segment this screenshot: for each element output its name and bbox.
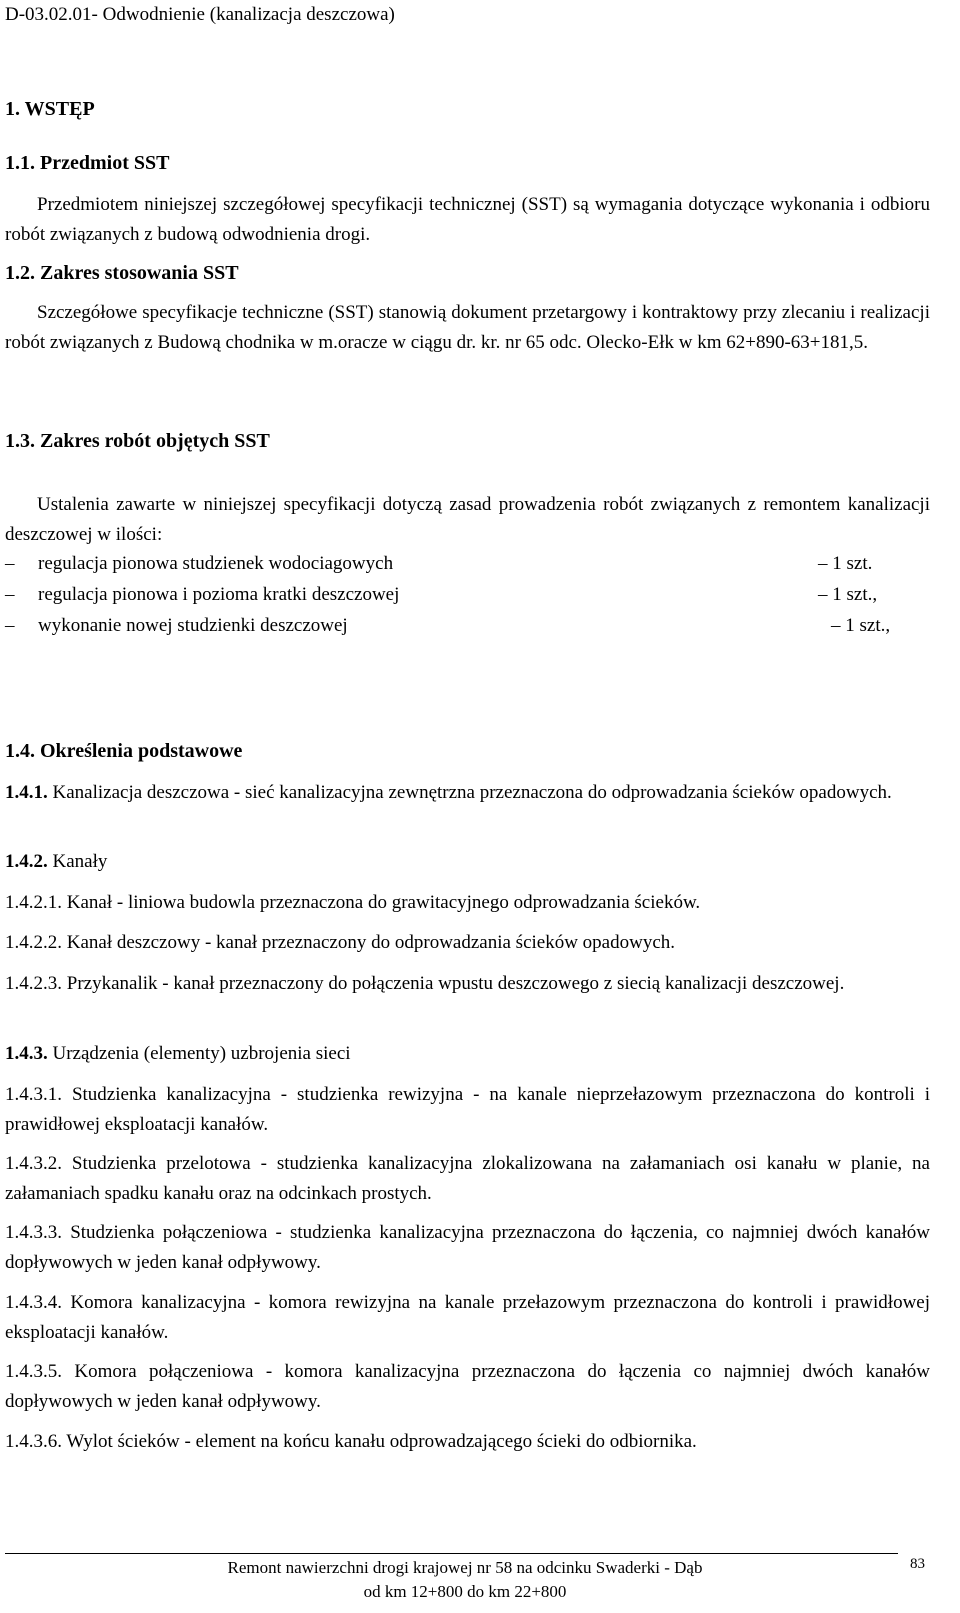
list-item [5, 611, 930, 641]
list-item-label: regulacja pionowa i pozioma kratki deszczowej [38, 584, 400, 605]
definition-1-4-3-1: 1.4.3.1. Studzienka kanalizacyjna - studzienka rewizyjna - na kanale nieprzełazowym przeznaczona do kontroli i prawidłowej eksploatacji kanałów. [5, 1084, 930, 1135]
footer-line-1: Remont nawierzchni drogi krajowej nr 58 na odcinku Swaderki - Dąb [227, 1558, 703, 1577]
definition-1-4-1 [5, 778, 930, 808]
definition-1-4-3 [5, 1039, 930, 1069]
section-title-1-4: 1.4. Określenia podstawowe [5, 740, 243, 762]
footer-line-2: od km 12+800 do km 22+800 [363, 1582, 567, 1601]
section-text-1-3: Ustalenia zawarte w niniejszej specyfikacji dotyczą zasad prowadzenia robót związanych z remontem kanalizacji deszczowej w ilości: [5, 494, 930, 545]
list-item [5, 549, 930, 579]
list-dash: – [5, 615, 15, 636]
definition-1-4-3-5: 1.4.3.5. Komora połączeniowa - komora kanalizacyjna przeznaczona do łączenia co najmniej dwóch kanałów dopływowych w jeden kanał odpływowy. [5, 1361, 930, 1412]
page-footer [0, 1556, 930, 1604]
list-item-quantity: – 1 szt., [818, 584, 878, 605]
section-title-1-3: 1.3. Zakres robót objętych SST [5, 430, 270, 452]
page-number: 83 [910, 1556, 925, 1572]
list-item-label: regulacja pionowa studzienek wodociagowych [38, 553, 394, 574]
list-dash: – [5, 584, 15, 605]
list-item [5, 580, 930, 610]
definition-number: 1.4.1. [5, 782, 48, 803]
page-header-title: D-03.02.01- Odwodnienie (kanalizacja deszczowa) [5, 4, 395, 25]
definition-1-4-3-4: 1.4.3.4. Komora kanalizacyjna - komora rewizyjna na kanale przełazowym przeznaczona do kontroli i prawidłowej eksploatacji kanałów. [5, 1292, 930, 1343]
definition-number: 1.4.2. [5, 851, 48, 872]
definition-text: Urządzenia (elementy) uzbrojenia sieci [52, 1043, 351, 1064]
definition-1-4-3-2: 1.4.3.2. Studzienka przelotowa - studzienka kanalizacyjna zlokalizowana na załamaniach osi kanału w planie, na załamaniach spadku kanału oraz na odcinkach prostych. [5, 1153, 930, 1204]
list-item-quantity: – 1 szt., [831, 615, 891, 636]
definition-1-4-2-2: 1.4.2.2. Kanał deszczowy - kanał przeznaczony do odprowadzania ścieków opadowych. [5, 932, 676, 953]
definition-text: Kanalizacja deszczowa - sieć kanalizacyjna zewnętrzna przeznaczona do odprowadzania ścieków opadowych. [52, 782, 892, 803]
definition-1-4-3-6: 1.4.3.6. Wylot ścieków - element na końcu kanału odprowadzającego ścieki do odbiornika. [5, 1431, 697, 1452]
definition-text: Kanały [52, 851, 108, 872]
list-dash: – [5, 553, 15, 574]
definition-1-4-2-3: 1.4.2.3. Przykanalik - kanał przeznaczony do połączenia wpustu deszczowego z siecią kanalizacji deszczowej. [5, 973, 845, 994]
definition-number: 1.4.3. [5, 1043, 48, 1064]
footer-divider [5, 1553, 898, 1554]
list-item-label: wykonanie nowej studzienki deszczowej [38, 615, 348, 636]
section-text-1-2: Szczegółowe specyfikacje techniczne (SST) stanowią dokument przetargowy i kontraktowy przy zlecaniu i realizacji robót związanych z Budową chodnika w m.oracze w ciągu dr. kr. nr 65 odc. Olecko-Ełk w km 62+890-63+181,5. [5, 302, 930, 353]
section-title-1-1: 1.1. Przedmiot SST [5, 152, 170, 174]
list-item-quantity: – 1 szt. [818, 553, 873, 574]
section-title-1-2: 1.2. Zakres stosowania SST [5, 262, 239, 284]
definition-1-4-2-1: 1.4.2.1. Kanał - liniowa budowla przeznaczona do grawitacyjnego odprowadzania ścieków. [5, 892, 701, 913]
section-title-1: 1. WSTĘP [5, 98, 95, 120]
definition-1-4-3-3: 1.4.3.3. Studzienka połączeniowa - studzienka kanalizacyjna przeznaczona do łączenia, co najmniej dwóch kanałów dopływowych w jeden kanał odpływowy. [5, 1222, 930, 1273]
definition-1-4-2 [5, 847, 930, 877]
section-text-1-1: Przedmiotem niniejszej szczegółowej specyfikacji technicznej (SST) są wymagania dotyczące wykonania i odbioru robót związanych z budową odwodnienia drogi. [5, 194, 930, 245]
